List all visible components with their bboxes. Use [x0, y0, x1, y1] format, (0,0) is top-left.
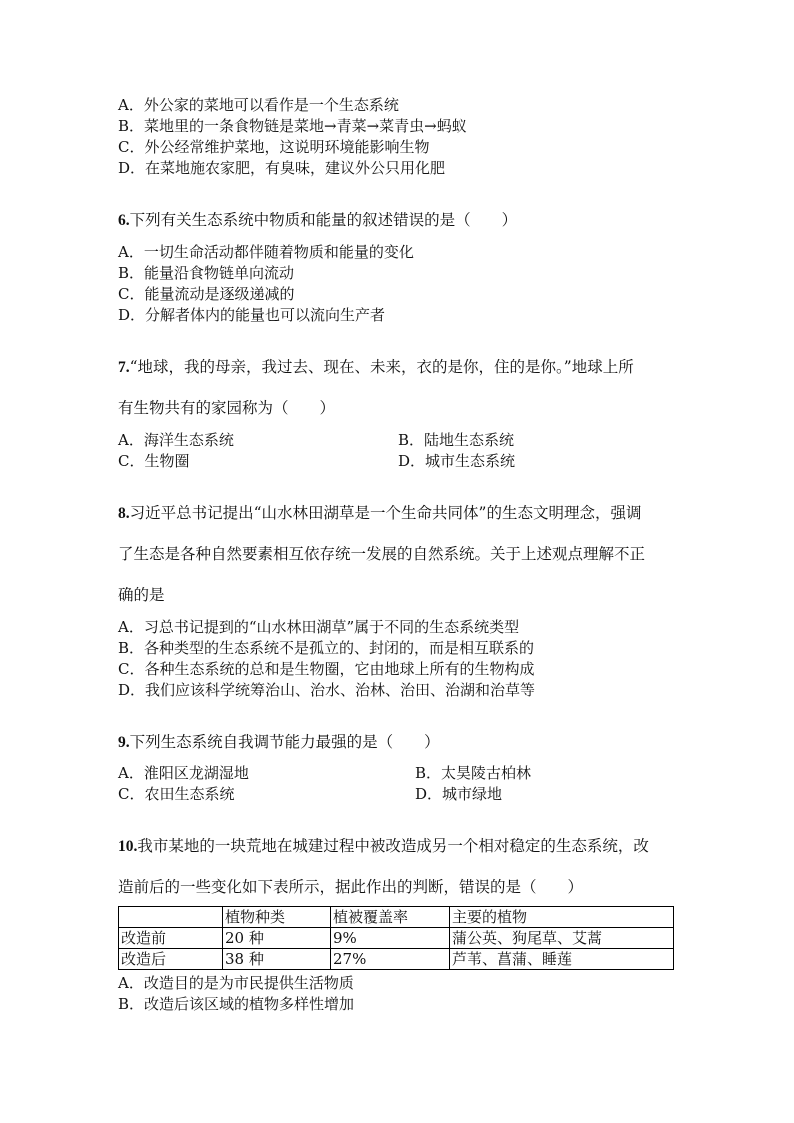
q5-option-d: D．在菜地施农家肥，有臭味，建议外公只用化肥	[118, 159, 446, 177]
table-header-cell: 植被覆盖率	[331, 907, 450, 928]
table-cell: 芦苇、菖蒲、睡莲	[450, 949, 674, 970]
q6-stem	[118, 210, 517, 231]
q8-stem-text-1: 习近平总书记提出“山水林田湖草是一个生命共同体”的生态文明理念，强调	[129, 504, 642, 522]
q7-stem-line1	[118, 357, 634, 378]
q6-number: 6.	[118, 212, 130, 229]
q7-option-d: D．城市生态系统	[398, 452, 516, 470]
q9-option-b: B．太昊陵古柏林	[415, 764, 532, 782]
table-cell: 9%	[331, 928, 450, 949]
q8-stem-line2: 了生态是各种自然要素相互依存统一发展的自然系统。关于上述观点理解不正	[118, 545, 646, 563]
q6-stem-text: 下列有关生态系统中物质和能量的叙述错误的是（ ）	[129, 211, 518, 229]
q10-stem-line2: 造前后的一些变化如下表所示，据此作出的判断，错误的是（ ）	[118, 878, 584, 896]
q6-option-c: C．能量流动是逐级递减的	[118, 285, 295, 303]
q7-number: 7.	[118, 359, 130, 376]
q9-option-c: C．农田生态系统	[118, 785, 235, 803]
table-row	[119, 949, 674, 970]
q10-stem-text-1: 我市某地的一块荒地在城建过程中被改造成另一个相对稳定的生态系统，改	[137, 837, 649, 855]
q8-stem-line3: 确的是	[118, 586, 165, 604]
q9-option-d: D．城市绿地	[415, 785, 503, 803]
table-cell: 改造前	[119, 928, 223, 949]
q10-option-b: B．改造后该区域的植物多样性增加	[118, 995, 355, 1013]
q5-option-c: C．外公经常维护菜地，这说明环境能影响生物	[118, 138, 430, 156]
q7-option-a: A．海洋生态系统	[118, 431, 234, 449]
q10-data-table	[118, 906, 674, 970]
q7-option-c: C．生物圈	[118, 452, 190, 470]
q7-option-b: B．陆地生态系统	[398, 431, 515, 449]
q10-stem-line1	[118, 836, 649, 857]
table-header-cell	[119, 907, 223, 928]
q8-option-b: B．各种类型的生态系统不是孤立的、封闭的，而是相互联系的	[118, 639, 535, 657]
table-cell: 38 种	[223, 949, 331, 970]
q5-option-b: B．菜地里的一条食物链是菜地→青菜→菜青虫→蚂蚁	[118, 117, 467, 135]
q10-number: 10.	[118, 838, 138, 855]
q10-option-a: A．改造目的是为市民提供生活物质	[118, 974, 354, 992]
q6-option-b: B．能量沿食物链单向流动	[118, 264, 295, 282]
table-header-cell: 主要的植物	[450, 907, 674, 928]
q5-option-a: A．外公家的菜地可以看作是一个生态系统	[118, 96, 399, 114]
table-cell: 改造后	[119, 949, 223, 970]
table-header-row	[119, 907, 674, 928]
q9-option-a: A．淮阳区龙湖湿地	[118, 764, 249, 782]
q7-stem-text-1: “地球，我的母亲，我过去、现在、未来，衣的是你，住的是你。”地球上所	[129, 358, 634, 376]
q9-number: 9.	[118, 734, 130, 751]
q6-option-d: D．分解者体内的能量也可以流向生产者	[118, 306, 386, 324]
q8-option-a: A．习总书记提到的“山水林田湖草”属于不同的生态系统类型	[118, 618, 520, 636]
table-cell: 27%	[331, 949, 450, 970]
table-cell: 20 种	[223, 928, 331, 949]
q8-option-d: D．我们应该科学统筹治山、治水、治林、治田、治湖和治草等	[118, 681, 536, 699]
q9-stem-text: 下列生态系统自我调节能力最强的是（ ）	[129, 733, 440, 751]
table-cell: 蒲公英、狗尾草、艾蒿	[450, 928, 674, 949]
q8-stem-line1	[118, 503, 641, 524]
q9-stem	[118, 732, 440, 753]
q7-stem-line2: 有生物共有的家园称为（ ）	[118, 399, 336, 417]
table-header-cell: 植物种类	[223, 907, 331, 928]
q6-option-a: A．一切生命活动都伴随着物质和能量的变化	[118, 243, 414, 261]
q8-option-c: C．各种生态系统的总和是生物圈，它由地球上所有的生物构成	[118, 660, 535, 678]
q8-number: 8.	[118, 505, 130, 522]
table-row	[119, 928, 674, 949]
